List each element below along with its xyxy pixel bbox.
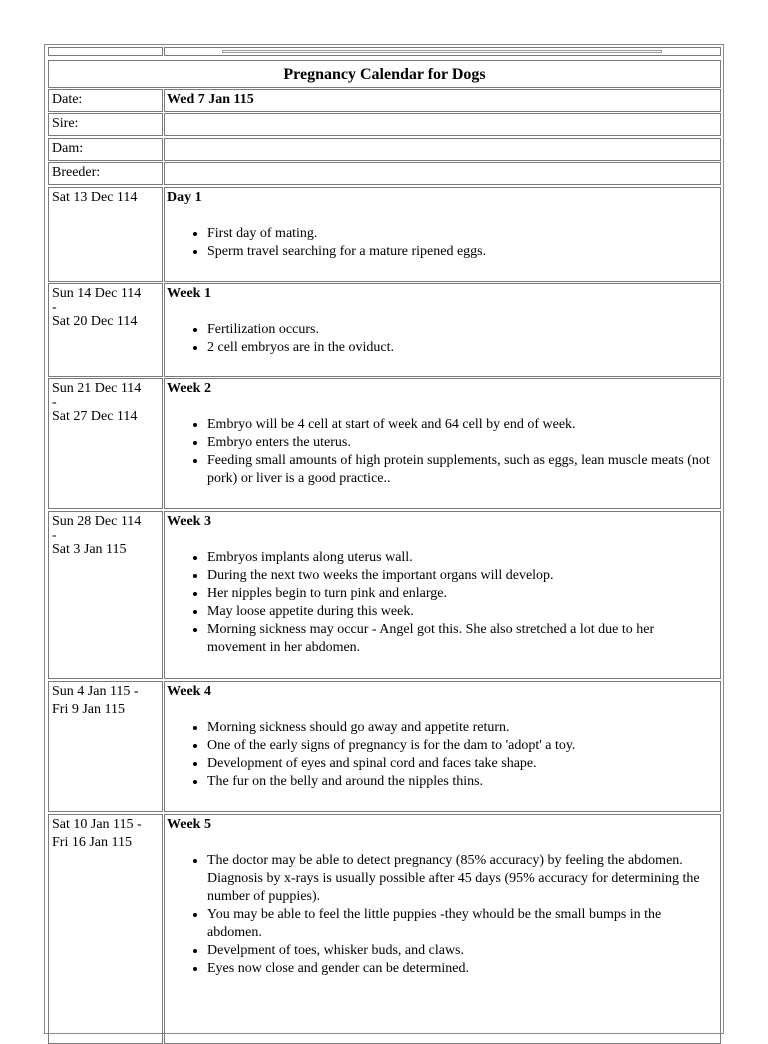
page-title: Pregnancy Calendar for Dogs [48,60,721,88]
list-item: • Feeding small amounts of high protein supplements, such as eggs, lean muscle meats (not pork) or liver is a good practice.. [207,452,716,488]
list-item: • 2 cell embryos are in the oviduct. [207,339,716,357]
entry-content-cell [164,187,721,282]
entry-content-cell [164,511,721,679]
breeder-value [164,162,721,185]
list-item: • Morning sickness may occur - Angel got this. She also stretched a lot due to her movement in her abdomen. [207,621,716,657]
entry-date-cell [48,681,163,812]
entry-heading: Week 4 [167,684,211,699]
entry-bullet-list [167,719,716,791]
entry-bullet-list [167,225,716,261]
calendar-table [44,44,724,1034]
breeder-label: Breeder: [48,162,163,185]
list-item: • Fertilization occurs. [207,321,716,339]
dam-label: Dam: [48,138,163,161]
list-item: • The doctor may be able to detect pregnancy (85% accuracy) by feeling the abdomen. Diagnosis by x-rays is usually possible after 45 days (95% accuracy for determining the number of puppies). [207,852,716,906]
date-value: Wed 7 Jan 115 [164,89,721,112]
entry-heading: Week 2 [167,381,211,396]
list-item: • Morning sickness should go away and appetite return. [207,719,716,737]
entry-bullet-list [167,549,716,657]
entry-date-line: Fri 9 Jan 115 [52,702,125,717]
entry-date-line: Sun 14 Dec 114 [52,286,142,301]
sire-value [164,113,721,136]
entry-date-line: Sat 3 Jan 115 [52,542,127,557]
list-item: • First day of mating. [207,225,716,243]
dam-value [164,138,721,161]
list-item: • Embryo will be 4 cell at start of week and 64 cell by end of week. [207,416,716,434]
entry-date-line: Sun 28 Dec 114 [52,514,142,529]
header-right-cell [164,47,721,56]
entry-date-line: Sat 27 Dec 114 [52,409,138,424]
entry-date-line: - [52,300,57,315]
header-left-cell [48,47,163,56]
entry-date-line: - [52,528,57,543]
entry-heading: Week 1 [167,286,211,301]
entry-date-cell [48,187,163,282]
entry-date-cell [48,511,163,679]
entry-date-line: Fri 16 Jan 115 [52,835,132,850]
entry-date-line: Sat 10 Jan 115 - [52,817,142,832]
entry-content-cell [164,681,721,812]
header-inner-bar [222,50,662,53]
entry-bullet-list [167,852,716,978]
list-item: • Embryo enters the uterus. [207,434,716,452]
list-item: • Develpment of toes, whisker buds, and claws. [207,942,716,960]
entry-date-line: - [52,395,57,410]
entry-date-cell [48,283,163,377]
entry-content-cell [164,283,721,377]
list-item: • Embryos implants along uterus wall. [207,549,716,567]
entry-heading: Week 3 [167,514,211,529]
list-item: • May loose appetite during this week. [207,603,716,621]
sire-label: Sire: [48,113,163,136]
entry-date-line: Sun 4 Jan 115 - [52,684,139,699]
list-item: • Her nipples begin to turn pink and enlarge. [207,585,716,603]
list-item: • The fur on the belly and around the nipples thins. [207,773,716,791]
entry-heading: Day 1 [167,190,202,205]
entry-heading: Week 5 [167,817,211,832]
list-item: • Sperm travel searching for a mature ripened eggs. [207,243,716,261]
entry-date-line: Sat 13 Dec 114 [52,190,138,205]
entry-date-cell [48,378,163,509]
entry-date-line: Sat 20 Dec 114 [52,314,138,329]
list-item: • You may be able to feel the little puppies -they whould be the small bumps in the abdomen. [207,906,716,942]
list-item: • Eyes now close and gender can be determined. [207,960,716,978]
entry-content-cell [164,378,721,509]
list-item: • One of the early signs of pregnancy is for the dam to 'adopt' a toy. [207,737,716,755]
entry-date-line: Sun 21 Dec 114 [52,381,142,396]
date-label: Date: [48,89,163,112]
entry-bullet-list [167,321,716,357]
list-item: • Development of eyes and spinal cord and faces take shape. [207,755,716,773]
entry-content-cell [164,814,721,1044]
entry-bullet-list [167,416,716,488]
entry-date-cell [48,814,163,1044]
list-item: • During the next two weeks the important organs will develop. [207,567,716,585]
